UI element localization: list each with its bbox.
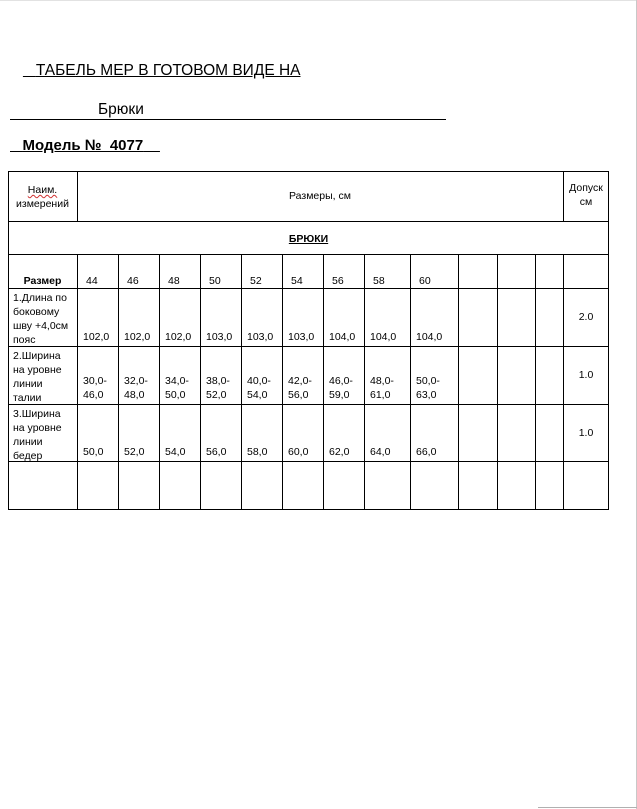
size-52: 52 (250, 275, 262, 287)
row-label-3: 3.Ширина на уровне линии бедер (13, 408, 62, 462)
table-col-divider (410, 254, 411, 510)
value-row1-size-60: 104,0 (416, 331, 443, 343)
tolerance-row-2: 1.0 (578, 369, 594, 381)
table-col-divider (563, 254, 564, 510)
value-row1-size-52: 103,0 (247, 331, 274, 343)
value-row1-size-46: 102,0 (124, 331, 151, 343)
header-measurement-name: Наим. измерений (16, 184, 69, 210)
value-row1-size-58: 104,0 (370, 331, 397, 343)
row-label-2: 2.Ширина на уровне линии талии (13, 350, 62, 404)
tolerance-row-3: 1.0 (578, 427, 594, 439)
table-row-divider (8, 288, 609, 289)
table-row-divider (8, 461, 609, 462)
table-row-divider (8, 221, 609, 222)
size-44: 44 (86, 275, 98, 287)
value-row3-size-58: 64,0 (370, 446, 391, 458)
value-row1-size-50: 103,0 (206, 331, 233, 343)
value-row2-size-52: 40,0- 54,0 (247, 375, 271, 401)
size-56: 56 (332, 275, 344, 287)
tolerance-row-1: 2.0 (578, 311, 594, 323)
value-row1-size-48: 102,0 (165, 331, 192, 343)
table-col-divider (77, 254, 78, 510)
value-row3-size-56: 62,0 (329, 446, 350, 458)
value-row2-size-46: 32,0- 48,0 (124, 375, 148, 401)
page-top-edge (0, 0, 637, 1)
value-row3-size-50: 56,0 (206, 446, 227, 458)
table-col-divider (241, 254, 242, 510)
table-col-divider (458, 254, 459, 510)
value-row2-size-58: 48,0- 61,0 (370, 375, 394, 401)
table-border-top (8, 171, 609, 172)
table-border-bottom (8, 509, 609, 510)
table-col-divider (323, 254, 324, 510)
page-bottom-edge (538, 807, 637, 808)
value-row2-size-60: 50,0- 63,0 (416, 375, 440, 401)
value-row2-size-50: 38,0- 52,0 (206, 375, 230, 401)
size-58: 58 (373, 275, 385, 287)
value-row2-size-44: 30,0- 46,0 (83, 375, 107, 401)
size-46: 46 (127, 275, 139, 287)
size-50: 50 (209, 275, 221, 287)
product-line: Брюки (10, 101, 446, 120)
value-row3-size-46: 52,0 (124, 446, 145, 458)
table-col-divider (159, 254, 160, 510)
table-row-divider (8, 254, 609, 255)
table-row-divider (8, 346, 609, 347)
table-col-divider (535, 254, 536, 510)
section-title: БРЮКИ (288, 233, 329, 245)
header-tolerance: Допуск см (569, 182, 603, 208)
value-row3-size-48: 54,0 (165, 446, 186, 458)
value-row1-size-56: 104,0 (329, 331, 356, 343)
header-sizes-title: Размеры, см (289, 190, 351, 202)
measurement-table (8, 171, 609, 510)
value-row3-size-54: 60,0 (288, 446, 309, 458)
table-row-divider (8, 404, 609, 405)
size-48: 48 (168, 275, 180, 287)
table-col-divider (282, 254, 283, 510)
size-60: 60 (419, 275, 431, 287)
model-number: Модель №_4077__ (22, 137, 160, 154)
row-label-1: 1.Длина по боковому шву +4,0см пояс (13, 292, 69, 346)
value-row3-size-52: 58,0 (247, 446, 268, 458)
size-54: 54 (291, 275, 303, 287)
document-title: ТАБЕЛЬ МЕР В ГОТОВОМ ВИДЕ НА (35, 62, 301, 79)
value-row1-size-54: 103,0 (288, 331, 315, 343)
table-col-divider (364, 254, 365, 510)
value-row1-size-44: 102,0 (83, 331, 110, 343)
size-row-label: Размер (23, 275, 62, 287)
value-row2-size-54: 42,0- 56,0 (288, 375, 312, 401)
table-col-divider (200, 254, 201, 510)
value-row3-size-44: 50,0 (83, 446, 104, 458)
value-row2-size-56: 46,0- 59,0 (329, 375, 353, 401)
table-col-divider (118, 254, 119, 510)
table-col-divider (497, 254, 498, 510)
value-row3-size-60: 66,0 (416, 446, 437, 458)
value-row2-size-48: 34,0- 50,0 (165, 375, 189, 401)
